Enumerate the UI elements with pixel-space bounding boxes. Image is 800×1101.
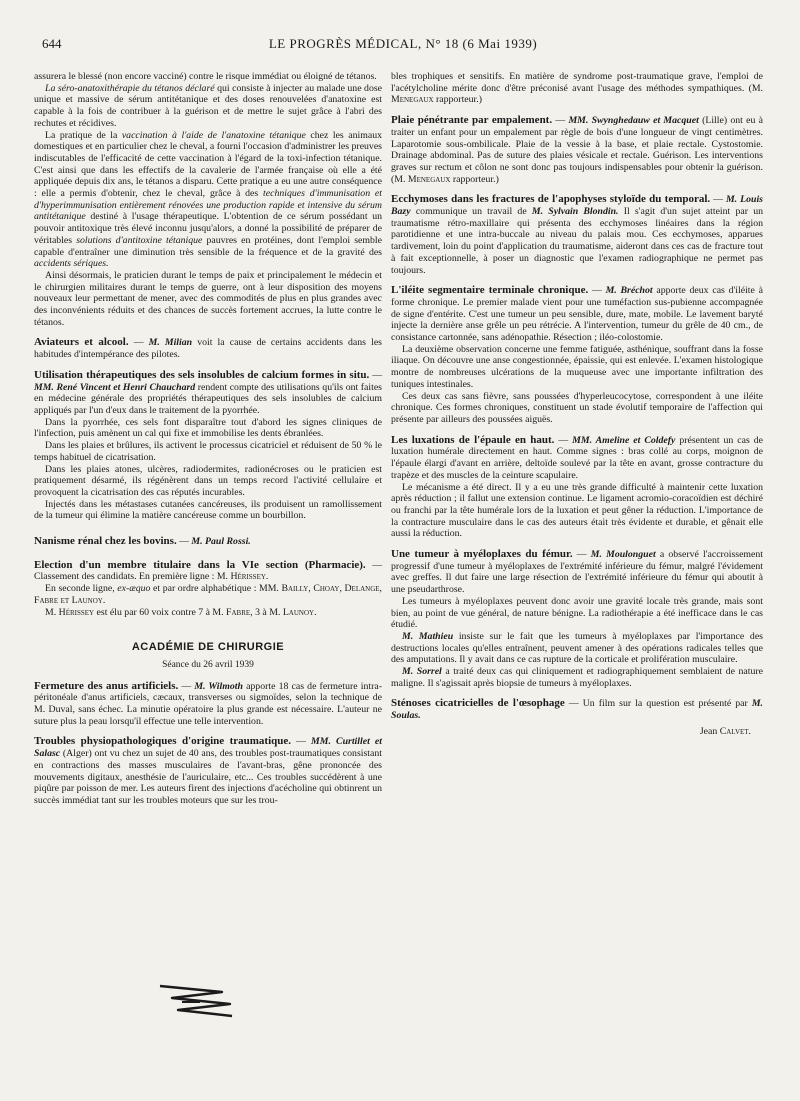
section-author: M. Moulonguet <box>590 549 656 561</box>
journal-title: LE PROGRÈS MÉDICAL, N° 18 (6 Mai 1939) <box>268 36 538 51</box>
section-title: Les luxations de l'épaule en haut. <box>391 433 555 446</box>
section-aviateurs: Aviateurs et alcool. — M. Milian voit la cause de certains accidents dans les habitudes d'intempérance des pilotes. <box>34 336 382 361</box>
right-column <box>391 71 763 738</box>
section-author: M. Milian <box>148 337 193 349</box>
section-title: Une tumeur à myéloplaxes du fémur. <box>391 548 573 561</box>
section-luxations: Les luxations de l'épaule en haut. — MM. Ameline et Coldefy présentent un cas de luxation humérale directement en haut. Comme signes : bras collé au corps, moignon de l'épaule élargi d'avant en arrière, deltoïde soulevé par la tête en avant, grosse contracture du trapèze et des muscles de la ceinture scapulaire. <box>391 433 764 481</box>
academie-heading: ACADÉMIE DE CHIRURGIE <box>131 641 285 654</box>
section-author: MM. Swynghedauw et Macquet <box>568 115 699 127</box>
section-ecchymoses: Ecchymoses dans les fractures de l'apophyses styloïde du temporal. — M. Louis Bazy communique un travail de M. Sylvain Blondin. Il s'agit d'un sujet atteint par un traumatisme rétro-maxillaire qui présenta des ecchymoses linéaires dans la région parotidienne et une intra-buccale au niveau du palais mou. Ces ecchymoses, apparues tardivement, loin du point d'application du traumatisme, aideront dans ces cas de fracture tout à fait exceptionnelle, à poser un diagnostic que l'examen radiographique ne permet pas toujours. <box>391 193 763 276</box>
section-author: MM. Curtillet et Salasc <box>34 736 382 760</box>
section-calcium: Utilisation thérapeutiques des sels insolubles de calcium formes in situ. — MM. René Vincent et Henri Chauchard rendent compte des utilisations qu'ils ont faites en médecine générale des propriétés thérapeutiques des sels insolubles de calcium appliqués par l'un d'eux dans le traitement de la pyorrhée. <box>34 368 382 416</box>
left-column <box>34 71 382 807</box>
section-title: Sténoses cicatricielles de l'œsophage <box>391 697 565 710</box>
section-title: Aviateurs et alcool. <box>34 336 129 349</box>
section-title: Plaie pénétrante par empalement. <box>391 114 553 127</box>
section-title: Nanisme rénal chez les bovins. <box>34 535 177 548</box>
paragraph: M. Mathieu insiste sur le fait que les tumeurs à myéloplaxes par l'importance des destructions locales qu'elles entraînent, peuvent amener à des opérations radicales telles que des amputations. Il y avait dans ce cas rupture de la corticale et prolifération musculaire. <box>391 630 763 666</box>
paragraph: Le mécanisme a été direct. Il y a eu une très grande difficulté à maintenir cette luxation après réduction ; il fallut une extension continue. Le ligament acromio-coracoïdien est déchiré ou franchi par la tête humérale lors de la luxation et peut gêner la réduction. L'importance de la contracture musculaire dans le cas des auteurs était très évidente et durable, et gênait elle aussi la réduction. <box>391 481 763 540</box>
section-tumeur: Une tumeur à myéloplaxes du fémur. — M. Moulonguet a observé l'accroissement progressif d'une tumeur à myéloplaxes de l'extrémité inférieure du fémur, malgré l'évidement avec greffes. Il dut faire une large résection de l'extrémité inférieure du fémur qui aboutit à une pseudarthrose. <box>391 548 764 596</box>
paragraph: bles trophiques et sensitifs. En matière de syndrome post-traumatique grave, l'emploi de l'acétylcholine mérite donc d'être préconisé avant l'usage des méthodes sympathiques. (M. Menegaux rapporteur.) <box>391 71 763 106</box>
page-header <box>42 36 764 56</box>
paragraph: La pratique de la vaccination à l'aide de l'anatoxine tétanique chez les animaux domestiques et en particulier chez le cheval, a fourni l'occasion d'administrer les preuves indiscutables de l'efficacité de cette vaccination à l'égard de la toxi-infection tétanique. C'est ainsi que dans les effectifs de la cavalerie de l'armée française où elle a été appliquée depuis dix ans, le tétanos a disparu. Cette pratique a eu une autre conséquence : elle a permis d'obtenir, chez le cheval, grâce à des techniques d'immunisation et d'hyperimmunisation entièrement rénovées une production rapide et intensive du sérum antitétanique destiné à l'usage thérapeutique. L'obtention de ce sérum possédant un pouvoir antitoxique très élevé inconnu jusqu'alors, a donné la possibilité de préparer de véritables solutions d'antitoxine tétanique pauvres en protéines, dont l'emploi semble capable d'entraîner une diminution très sensible de la fréquence et de la gravité des accidents sériques. <box>34 129 382 270</box>
section-title: Fermeture des anus artificiels. <box>34 679 179 692</box>
paragraph: Injectés dans les métastases cutanées cancéreuses, ils produisent un ramollissement de la tumeur qui élimine la matière cancéreuse comme un bourbillon. <box>34 498 382 522</box>
section-author: M. Wilmoth <box>194 680 243 692</box>
section-title: L'iléite segmentaire terminale chronique. <box>391 284 589 297</box>
signature: Jean Calvet. <box>699 725 751 737</box>
paragraph: assurera le blessé (non encore vacciné) contre le risque immédiat ou éloigné de tétanos. <box>34 71 377 82</box>
section-author: M. Paul Rossi. <box>191 536 251 548</box>
paragraph: M. Sorrel a traité deux cas qui cliniquement et radiographiquement semblaient de nature maligne. Il s'agissait après biopsie de tumeurs à myéloplaxes. <box>391 666 764 689</box>
section-troubles: Troubles physiopathologiques d'origine traumatique. — MM. Curtillet et Salasc (Alger) ont vu chez un sujet de 40 ans, des troubles post-traumatiques consistant en contractions des masses musculaires de l'avant-bras, gêne prononcée des mouvements digitaux, anesthésie de l'auriculaire, etc... Ces troubles succédèrent à une piqûre par poisson de mer. Les auteurs firent des injections d'acécholine qui obtinrent un succès immédiat tant sur les troubles moteurs que sur les trou- <box>34 735 382 806</box>
section-anus: Fermeture des anus artificiels. — M. Wilmoth apporte 18 cas de fermeture intra-péritonéale d'anus artificiels, cæcaux, transverses ou sigmoïdes, selon la technique de M. Duval, sans échec. La minutie opératoire la plus grande est nécessaire. L'auteur ne suture plus la peau lorsqu'il effectue une telle intervention. <box>34 679 382 727</box>
section-title: Utilisation thérapeutiques des sels insolubles de calcium formes in situ. <box>34 368 370 381</box>
page-number: 644 <box>42 36 62 51</box>
paragraph: La deuxième observation concerne une femme fatiguée, asthénique, souffrant dans la fosse iliaque. On découvre une anse congestionnée, épaissie, qui est enlevée. L'examen histologique montre de nombreuses ulcérations de la muqueuse avec une importante infiltration des tuniques intestinales. <box>391 343 763 390</box>
section-author: M. Louis Bazy <box>391 194 763 218</box>
section-author: MM. Ameline et Coldefy <box>572 434 676 446</box>
paragraph: Dans la pyorrhée, ces sels font disparaître tout d'abord les signes cliniques de l'infection, puis amènent un cal qui fixe et immobilise les dents ébranlées. <box>34 416 382 440</box>
section-nanisme: Nanisme rénal chez les bovins. — M. Paul Rossi. <box>34 535 251 548</box>
paragraph: En seconde ligne, ex-æquo et par ordre alphabétique : MM. Bailly, Choay, Delange, Fabre et Launoy. <box>34 583 382 606</box>
paragraph: M. Hérissey est élu par 60 voix contre 7 à M. Fabre, 3 à M. Launoy. <box>45 606 317 618</box>
paragraph: La séro-anatoxithérapie du tétanos déclaré qui consiste à injecter au malade une dose unique et massive de sérum antitétanique et des doses renouvelées d'anatoxine est capable à la fois de contribuer à la guérison et de mettre le sujet grâce à l'abri des rechutes et récidives. <box>34 82 383 129</box>
section-stenoses: Sténoses cicatricielles de l'œsophage — Un film sur la question est présenté par M. Soulas. <box>391 697 763 722</box>
paragraph: Ces deux cas sans fièvre, sans poussées d'hyperleucocytose, correspondent à une iléite chronique. Ces formes chroniques, constituent un stade évolutif temporaire de l'affection qui présente par ailleurs des poussées aiguës. <box>391 390 763 425</box>
seance-date: Séance du 26 avril 1939 <box>162 659 254 670</box>
paragraph: Ainsi désormais, le praticien durant le temps de paix et principalement le médecin et le chirurgien militaires durant le temps de guerre, ont à leur disposition des moyens nouveaux leur permettant de mener, avec des commodités de plus en plus grandes avec des inconvénients réduits et des chances de succès fortement accrues, la lutte contre le tétanos. <box>34 269 382 328</box>
paragraph: Les tumeurs à myéloplaxes peuvent donc avoir une gravité locale très grande, mais sont bien, au point de vue général, de nature bénigne. La radiothérapie a été inefficace dans le cas étudié. <box>391 595 763 631</box>
paragraph: Dans les plaies et brûlures, ils activent le processus cicatriciel et réduisent de 50 % le temps habituel de cicatrisation. <box>34 440 382 463</box>
section-election: Election d'un membre titulaire dans la VIe section (Pharmacie). — Classement des candidats. En première ligne : M. Hérissey. <box>34 558 382 583</box>
section-title: Troubles physiopathologiques d'origine traumatique. <box>34 735 291 748</box>
section-author: MM. René Vincent et Henri Chauchard <box>34 381 196 393</box>
section-author: M. Bréchot <box>605 285 653 297</box>
section-title: Ecchymoses dans les fractures de l'apophyses styloïde du temporal. <box>391 193 711 206</box>
section-ileite: L'iléite segmentaire terminale chronique. — M. Bréchot apporte deux cas d'iléite à forme chronique. Le premier malade vient pour une tuméfaction sus-pubienne accompagnée de signe d'entérite. C'est une tumeur un peu sensible, dure, mate, mobile. Le lavement baryté injecte la dernière anse grêle un peu rétrécie. A l'intervention, tumeur du grêle de 40 cm., de consistance cartonnée, sans adénopathie. Résection ; iléo-colostomie. <box>391 284 763 344</box>
ornament-flourish <box>152 980 242 1024</box>
paragraph: Dans les plaies atones, ulcères, radiodermites, radionécroses ou le praticien est pratiquement désarmé, ils régénèrent dans un temps record l'activité cellulaire et provoquent la cicatrisation des cas réputés incurables. <box>34 463 382 498</box>
section-title: Election d'un membre titulaire dans la VIe section (Pharmacie). <box>34 558 366 571</box>
section-plaie: Plaie pénétrante par empalement. — MM. Swynghedauw et Macquet (Lille) ont eu à traiter un enfant pour un empalement par règle de bois d'une longueur de vingt centimètres. Laparotomie sous-ombilicale. Plaie de la vessie à la base, et plaie rectale. Cystostomie. Drainage abdominal. Pas de suture des plaies vésicale et rectale. Guérison. Les interventions graves sur rectum et côlon ne sont donc pas toujours indispensables pour obtenir la guérison. (M. Menegaux rapporteur.) <box>391 114 764 185</box>
